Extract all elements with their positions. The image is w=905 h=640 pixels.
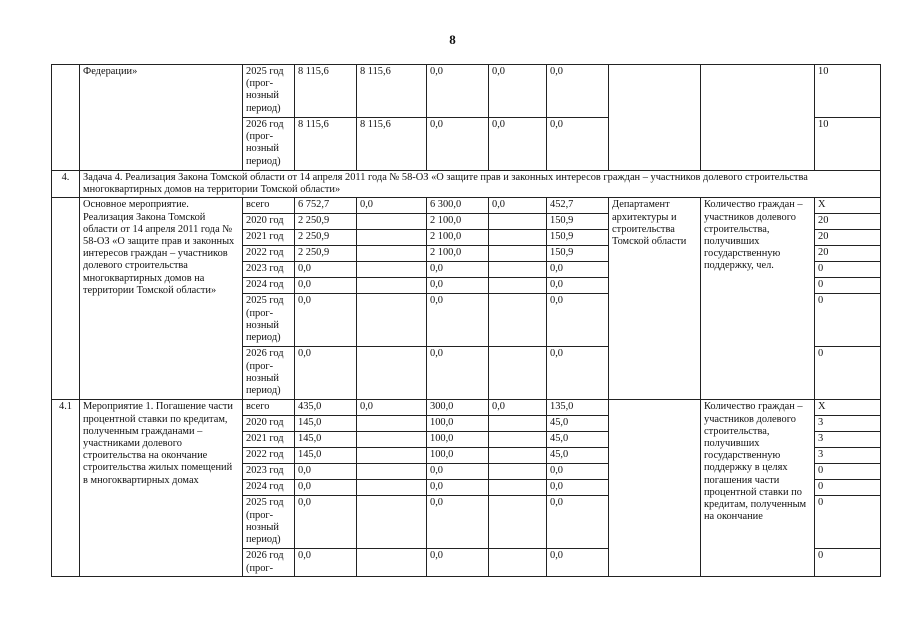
federal-cell: [357, 347, 427, 400]
local-cell: 0,0: [489, 118, 547, 171]
local-cell: [489, 448, 547, 464]
indicator-value: 0: [815, 262, 881, 278]
federal-cell: [357, 246, 427, 262]
federal-cell: 0,0: [357, 198, 427, 214]
indicator-value: 3: [815, 448, 881, 464]
table-row: [52, 198, 881, 214]
other-cell: 0,0: [547, 278, 609, 294]
other-cell: 45,0: [547, 432, 609, 448]
indicator-value: 0: [815, 278, 881, 294]
indicator-value: 0: [815, 464, 881, 480]
local-cell: [489, 278, 547, 294]
federal-cell: [357, 278, 427, 294]
local-cell: [489, 214, 547, 230]
other-cell: 45,0: [547, 448, 609, 464]
local-cell: [489, 230, 547, 246]
total-cell: 8 115,6: [295, 65, 357, 118]
federal-cell: [357, 432, 427, 448]
other-cell: 0,0: [547, 464, 609, 480]
regional-cell: 0,0: [427, 262, 489, 278]
page-number: 8: [449, 32, 456, 47]
federal-cell: [357, 416, 427, 432]
total-cell: 0,0: [295, 464, 357, 480]
total-cell: 8 115,6: [295, 118, 357, 171]
year-cell: 2026 год (прог- нозный период): [243, 118, 295, 171]
year-cell: 2025 год (прог- нозный период): [243, 65, 295, 118]
program-table: [51, 64, 881, 577]
total-cell: 0,0: [295, 278, 357, 294]
local-cell: [489, 432, 547, 448]
indicator-value: 20: [815, 230, 881, 246]
year-cell: 2021 год: [243, 230, 295, 246]
other-cell: 0,0: [547, 480, 609, 496]
regional-cell: 300,0: [427, 400, 489, 416]
indicator-cell: [701, 65, 815, 171]
executor-cell: [609, 400, 701, 576]
federal-cell: [357, 496, 427, 549]
total-cell: 2 250,9: [295, 246, 357, 262]
regional-cell: 0,0: [427, 496, 489, 549]
indicator-value: 20: [815, 214, 881, 230]
regional-cell: 100,0: [427, 448, 489, 464]
regional-cell: 0,0: [427, 549, 489, 576]
federal-cell: 0,0: [357, 400, 427, 416]
total-cell: 2 250,9: [295, 230, 357, 246]
event-name: Мероприятие 1. Погашение части процентной ставки по кредитам, полученным гражданами – участниками долевого строительства на окончание строительства жилых помещений в многоквартирных домах: [80, 400, 243, 576]
indicator-value: 0: [815, 347, 881, 400]
local-cell: [489, 246, 547, 262]
event-name: Основное мероприятие. Реализация Закона Томской области от 14 апреля 2011 года № 58-ОЗ «О защите прав и законных интересов граждан – участников долевого строительства многоквартирных домов на территории Томской области»: [80, 198, 243, 400]
table-row: [52, 65, 881, 118]
total-cell: 0,0: [295, 496, 357, 549]
other-cell: 0,0: [547, 65, 609, 118]
other-cell: 0,0: [547, 347, 609, 400]
local-cell: 0,0: [489, 65, 547, 118]
year-cell: 2020 год: [243, 416, 295, 432]
federal-cell: [357, 262, 427, 278]
regional-cell: 0,0: [427, 294, 489, 347]
other-cell: 150,9: [547, 214, 609, 230]
indicator-value: 10: [815, 65, 881, 118]
total-cell: 145,0: [295, 448, 357, 464]
federal-cell: [357, 294, 427, 347]
year-cell: 2022 год: [243, 448, 295, 464]
regional-cell: 0,0: [427, 278, 489, 294]
local-cell: [489, 496, 547, 549]
indicator-value: 0: [815, 496, 881, 549]
regional-cell: 2 100,0: [427, 214, 489, 230]
local-cell: [489, 549, 547, 576]
executor-cell: [609, 65, 701, 171]
local-cell: [489, 294, 547, 347]
other-cell: 150,9: [547, 246, 609, 262]
row-number: [52, 198, 80, 400]
other-cell: 150,9: [547, 230, 609, 246]
year-cell: 2025 год (прог- нозный период): [243, 294, 295, 347]
local-cell: 0,0: [489, 400, 547, 416]
federal-cell: [357, 448, 427, 464]
indicator-cell: Количество граждан – участников долевого строительства, получивших государственную поддержку, чел.: [701, 198, 815, 400]
indicator-value: 0: [815, 480, 881, 496]
other-cell: 0,0: [547, 262, 609, 278]
other-cell: 0,0: [547, 294, 609, 347]
federal-cell: [357, 480, 427, 496]
task-title: Задача 4. Реализация Закона Томской области от 14 апреля 2011 года № 58-ОЗ «О защите прав и законных интересов граждан – участников долевого строительства многоквартирных домов на территории Томской области»: [80, 171, 881, 198]
other-cell: 45,0: [547, 416, 609, 432]
indicator-value: 0: [815, 549, 881, 576]
table-row: [52, 400, 881, 416]
year-cell: всего: [243, 198, 295, 214]
regional-cell: 100,0: [427, 432, 489, 448]
year-cell: 2020 год: [243, 214, 295, 230]
indicator-cell: Количество граждан – участников долевого строительства, получивших государственную поддержку в целях погашения части процентной ставки по кредитам, полученным на окончание: [701, 400, 815, 576]
regional-cell: 0,0: [427, 464, 489, 480]
federal-cell: 8 115,6: [357, 118, 427, 171]
total-cell: 145,0: [295, 432, 357, 448]
indicator-value: 0: [815, 294, 881, 347]
year-cell: 2024 год: [243, 278, 295, 294]
local-cell: [489, 480, 547, 496]
year-cell: 2023 год: [243, 262, 295, 278]
year-cell: 2021 год: [243, 432, 295, 448]
indicator-value: 20: [815, 246, 881, 262]
executor-cell: Департамент архитектуры и строительства Томской области: [609, 198, 701, 400]
total-cell: 0,0: [295, 262, 357, 278]
federal-cell: [357, 549, 427, 576]
local-cell: [489, 464, 547, 480]
federal-cell: [357, 230, 427, 246]
indicator-value: Х: [815, 198, 881, 214]
total-cell: 0,0: [295, 347, 357, 400]
total-cell: 145,0: [295, 416, 357, 432]
indicator-value: 3: [815, 416, 881, 432]
other-cell: 0,0: [547, 549, 609, 576]
year-cell: 2022 год: [243, 246, 295, 262]
task-number: 4.: [52, 171, 80, 198]
federal-cell: [357, 214, 427, 230]
total-cell: 0,0: [295, 480, 357, 496]
total-cell: 2 250,9: [295, 214, 357, 230]
other-cell: 452,7: [547, 198, 609, 214]
local-cell: [489, 262, 547, 278]
total-cell: 0,0: [295, 294, 357, 347]
regional-cell: 2 100,0: [427, 246, 489, 262]
other-cell: 0,0: [547, 496, 609, 549]
total-cell: 0,0: [295, 549, 357, 576]
local-cell: [489, 416, 547, 432]
regional-cell: 0,0: [427, 347, 489, 400]
other-cell: 0,0: [547, 118, 609, 171]
year-cell: всего: [243, 400, 295, 416]
task-row: [52, 171, 881, 198]
indicator-value: Х: [815, 400, 881, 416]
row-number: [52, 65, 80, 171]
regional-cell: 6 300,0: [427, 198, 489, 214]
local-cell: 0,0: [489, 198, 547, 214]
regional-cell: 0,0: [427, 118, 489, 171]
federal-cell: [357, 464, 427, 480]
total-cell: 435,0: [295, 400, 357, 416]
regional-cell: 2 100,0: [427, 230, 489, 246]
local-cell: [489, 347, 547, 400]
year-cell: 2023 год: [243, 464, 295, 480]
federal-cell: 8 115,6: [357, 65, 427, 118]
indicator-value: 3: [815, 432, 881, 448]
regional-cell: 0,0: [427, 480, 489, 496]
year-cell: 2026 год (прог-: [243, 549, 295, 576]
other-cell: 135,0: [547, 400, 609, 416]
row-number: 4.1: [52, 400, 80, 576]
year-cell: 2025 год (прог- нозный период): [243, 496, 295, 549]
indicator-value: 10: [815, 118, 881, 171]
regional-cell: 0,0: [427, 65, 489, 118]
year-cell: 2024 год: [243, 480, 295, 496]
year-cell: 2026 год (прог- нозный период): [243, 347, 295, 400]
regional-cell: 100,0: [427, 416, 489, 432]
total-cell: 6 752,7: [295, 198, 357, 214]
event-name: Федерации»: [80, 65, 243, 171]
